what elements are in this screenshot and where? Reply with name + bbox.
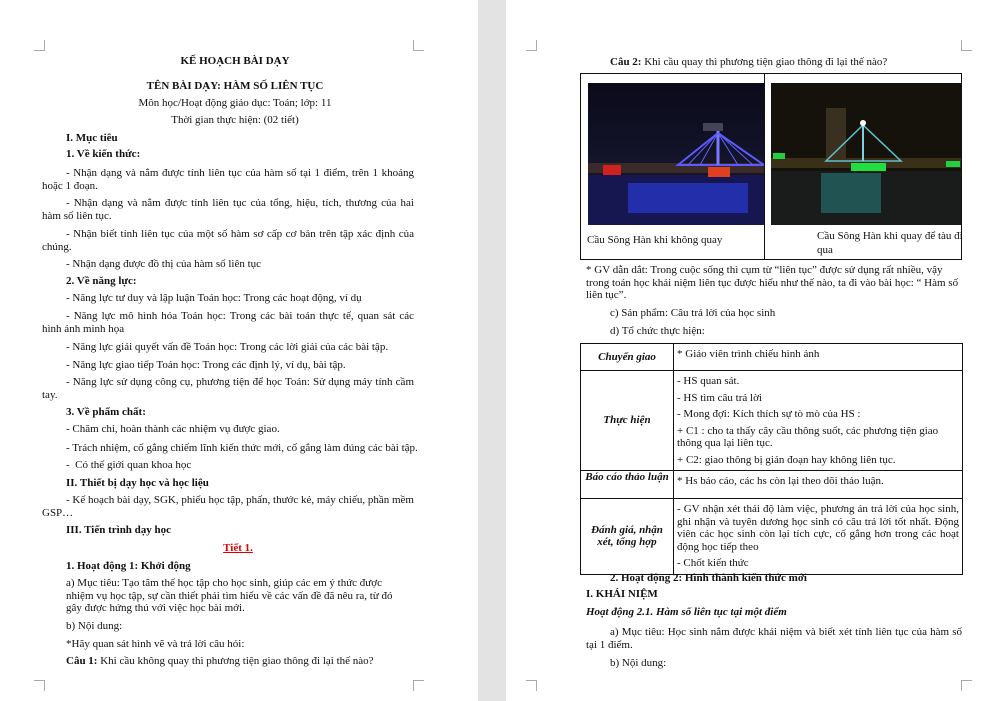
question-2 [610,56,887,69]
paragraph: - Nhận dạng được đồ thị của hàm số liên tục [66,258,262,270]
time-line: Thời gian thực hiện: (02 tiết) [171,114,299,126]
margin-mark [526,40,537,51]
paragraph: - Năng lực sử dụng công cụ, phương tiện để học Toán: Sử dụng máy tính cầm tay. [42,376,414,401]
margin-mark [961,680,972,691]
paragraph: c) Sản phẩm: Câu trả lời của học sinh [610,307,776,319]
cell-line: + C1 : cho ta thấy cây cầu thông suốt, các phương tiện giao thông qua lại liên tục. [677,424,939,449]
heading: 2. Về năng lực: [66,275,137,287]
image-caption: Cầu Sông Hàn khi quay để tàu đi qua [817,230,963,256]
margin-mark [413,40,424,51]
heading: 1. Về kiến thức: [66,148,141,160]
paragraph: - Chăm chỉ, hoàn thành các nhiệm vụ được giao. [66,423,280,435]
heading: II. Thiết bị dạy học và học liệu [66,477,209,489]
row-label: Thực hiện [581,371,674,471]
bridge-image-rotating [771,83,961,225]
margin-mark [526,680,537,691]
paragraph: - Kế hoạch bài dạy, SGK, phiếu học tập, phấn, thước kẻ, máy chiếu, phần mềm GSP… [42,494,414,519]
row-label: Chuyển giao [581,344,674,371]
row-content [674,344,963,371]
paragraph: d) Tổ chức thực hiện: [610,325,705,337]
question-1 [66,655,374,668]
cell-line: - Mong đợi: Kích thích sự tò mò của HS : [677,408,861,420]
doc-title: KẾ HOẠCH BÀI DẠY [180,55,290,67]
cell-line: - HS quan sát. [677,375,740,387]
organization-table [580,343,963,575]
heading: I. KHÁI NIỆM [586,588,658,600]
heading: III. Tiến trình dạy học [66,524,172,536]
row-label: Đánh giá, nhận xét, tổng hợp [581,499,674,575]
paragraph: a) Mục tiêu: Học sinh nắm được khái niệm và biết xét tính liên tục của hàm số tại 1 điểm. [586,626,962,651]
paragraph: - Trách nhiệm, cố gắng chiếm lĩnh kiến thức mới, cố gắng làm đúng các bài tập. [66,442,418,454]
bridge-image-not-rotating [588,83,764,225]
cell-line: + C2: giao thông bị gián đoạn hay không liên tục. [677,453,896,466]
margin-mark [961,40,972,51]
paragraph: - Năng lực giao tiếp Toán học: Trong các định lý, ví dụ, bài tập. [66,359,346,371]
paragraph: b) Nội dung: [610,657,667,669]
paragraph: - Năng lực giải quyết vấn đề Toán học: Trong các lời giải của các bài tập. [66,341,389,353]
document-page-1 [0,0,478,701]
question-label: Câu 2: [610,56,642,68]
margin-mark [34,680,45,691]
table-row [581,344,963,371]
paragraph: - Năng lực tư duy và lập luận Toán học: Trong các hoạt động, ví dụ [66,292,362,304]
heading: 3. Về phẩm chất: [66,406,146,418]
paragraph: a) Mục tiêu: Tạo tâm thế học tập cho học sinh, giúp các em ý thức được nhiệm vụ học tập, sự cần thiết phải tìm hiểu về các vấn đề đã nêu ra, từ đó gây được hứng thú với việc học bài mới. [66,577,393,614]
row-content [674,499,963,575]
image-table [580,73,962,260]
paragraph: b) Nội dung: [66,620,123,632]
table-row [581,471,963,499]
question-label: Câu 1: [66,655,98,667]
table-row [581,499,963,575]
heading: 1. Hoạt động 1: Khởi động [66,560,191,572]
image-caption: Cầu Sông Hàn khi không quay [587,234,723,246]
cell-line: - HS tìm câu trả lời [677,391,762,404]
table-row [581,371,963,471]
document-page-2 [506,0,991,701]
row-label: Báo cáo thảo luận [581,471,674,499]
paragraph: *Hãy quan sát hình vẽ và trả lời câu hỏi: [66,638,245,650]
subject-line: Môn học/Hoạt động giáo dục: Toán; lớp: 11 [138,97,332,109]
row-content [674,371,963,471]
paragraph: - Nhận biết tính liên tục của một số hàm sơ cấp cơ bản trên tập xác định của chúng. [42,228,414,253]
margin-mark [34,40,45,51]
cell-line: - GV nhận xét thái độ làm việc, phương án trả lời của học sinh, ghi nhận và tuyên dương học sinh có câu trả lời tốt nhất. Động viên các học sinh còn lại tích cực, cố gắng hơn trong các hoạt động học tiếp theo [677,503,959,553]
heading: 2. Hoạt động 2: Hình thành kiến thức mới [610,572,807,584]
paragraph: * GV dẫn dắt: Trong cuộc sống thì cụm từ “liên tục” được sử dụng rất nhiều, vậy trong toán học khái niệm liên tục được hiểu như thế nào, ta đi vào bài học: “ Hàm số liên tục”. [586,264,959,301]
row-content [674,471,963,499]
heading: I. Mục tiêu [66,132,118,144]
question-text: Khi cầu không quay thì phương tiện giao thông đi lại thế nào? [97,655,374,667]
paragraph: - Có thế giới quan khoa học [66,459,192,471]
cell-line: * Giáo viên trình chiếu hình ảnh [677,348,820,360]
period-heading: Tiết 1. [223,542,253,554]
lesson-title: TÊN BÀI DẠY: HÀM SỐ LIÊN TỤC [146,80,324,92]
margin-mark [413,680,424,691]
paragraph: - Năng lực mô hình hóa Toán học: Trong các bài toán thực tế, quan sát các hình ảnh minh họa [42,310,414,335]
paragraph: - Nhận dạng và nắm được tính liên tục của tổng, hiệu, tích, thương của hai hàm số liên tục. [42,197,414,222]
heading: Hoạt động 2.1. Hàm số liên tục tại một điểm [586,606,787,618]
cell-line: * Hs báo cáo, các hs còn lại theo dõi thảo luận. [677,475,884,487]
paragraph: - Nhận dạng và nắm được tính liên tục của hàm số tại 1 điểm, trên 1 khoảng hoặc 1 đoạn. [42,167,414,192]
question-text: Khi cầu quay thì phương tiện giao thông đi lại thế nào? [641,56,888,68]
cell-line: - Chốt kiến thức [677,557,749,569]
